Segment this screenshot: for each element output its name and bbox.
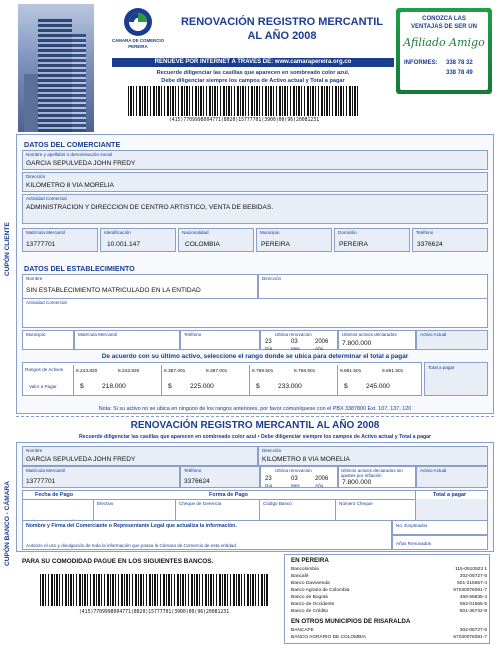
establishment-current-field[interactable] <box>416 330 488 350</box>
establishment-activity-label: Actividad Comercial <box>26 300 67 305</box>
establishment-mun-field[interactable] <box>22 330 74 350</box>
header-note1: Recuerde diligenciar las casillas que aparecen en sombreado color azul. <box>156 70 350 76</box>
bank-assets-value: 7.800.000 <box>342 479 372 486</box>
range-4-to: 9.691.501 <box>382 369 404 374</box>
promo-box <box>396 8 492 94</box>
merchant-activity-value: ADMINISTRACION Y DIRECCION DE CENTRO ARTISTICO, VENTA DE BEBIDAS. <box>26 204 274 211</box>
bank-row-name: Banco de Occidente <box>291 602 335 607</box>
bank-day-label: Día <box>265 483 273 488</box>
cut-line <box>16 416 494 417</box>
range-3-from: 8.768.501 <box>252 369 274 374</box>
establishment-tel-field[interactable] <box>180 330 260 350</box>
bank-row-name: Bancafé <box>291 574 309 579</box>
bank-renewal-year: 2006 <box>315 476 329 482</box>
bank-renewal-field <box>260 466 338 488</box>
merchant-mun-label: Municipio <box>260 230 280 235</box>
range-item-1[interactable] <box>73 365 157 395</box>
bank-row-account: 063-01565-5 <box>459 602 487 607</box>
establishment-renewal-day: 23 <box>265 339 272 345</box>
bank-row-account: 501-215657-4 <box>457 581 487 586</box>
establishment-day-label: Día <box>265 346 273 351</box>
ranges-label: Rangos de Activos <box>25 367 64 372</box>
bank-row-account: 57030076081-7 <box>453 588 487 593</box>
banks-list <box>284 554 490 644</box>
side-label-client: CUPÓN CLIENTE <box>4 222 11 276</box>
merchant-name-label: Nombre y apellidos o denominación social <box>26 152 113 157</box>
bank-row-name: Banco Agrario de Colombia <box>291 588 350 593</box>
merchant-address-value: KILOMETRO 8 VIA MORELIA <box>26 182 114 189</box>
bank-address-label: Dirección <box>262 448 282 453</box>
banks-heading: PARA SU COMODIDAD PAGUE EN LOS SIGUIENTES BANCOS. <box>22 558 214 565</box>
establishment-address-field[interactable] <box>258 274 488 300</box>
bank-tel-field[interactable] <box>180 466 260 488</box>
establishment-assets-label: Ultimos activos declarados <box>342 332 397 337</box>
bank-row-name: Banco Davivienda <box>291 581 330 586</box>
establishment-reg-label: Matrícula Mercantil <box>78 332 117 337</box>
bank-pay-method-label: Forma de Pago <box>209 492 248 498</box>
bank-row-5 <box>291 595 487 601</box>
merchant-reg-value: 13777701 <box>26 241 56 248</box>
range-1-currency: $ <box>80 383 84 390</box>
bank-check-no-label: Número Cheque <box>339 501 373 506</box>
range-item-2[interactable] <box>161 365 245 395</box>
range-2-from: 8.387.001 <box>164 369 186 374</box>
merchant-dom-value: PEREIRA <box>339 241 368 248</box>
range-3-to: 8.768.501 <box>294 369 316 374</box>
bank-month-label: Mes <box>291 483 300 488</box>
bank-current-label: Activo Actual <box>420 468 447 473</box>
bank-coupon-note: Recuerde diligenciar las casillas que aparecen en sombreado color azul • Debe diligenciar siempre los campos de Activo actual y Total a pagar <box>78 434 432 440</box>
chamber-name-line1: CÁMARA DE COMERCIO <box>111 38 165 43</box>
bank-tel-label: Teléfono <box>184 468 202 473</box>
barcode-top-text: (415)7709998004771(8020)15777701(3900)00(96)20081231 <box>168 118 320 123</box>
bank-current-field[interactable] <box>416 466 488 488</box>
range-1-to: 8.243.820 <box>118 369 140 374</box>
bank-total-label: Total a pagar <box>433 492 467 498</box>
header-note2: Debe diligenciar siempre los campos de Activo actual y Total a pagar <box>161 78 345 84</box>
merchant-reg-field[interactable] <box>22 228 98 252</box>
range-item-4[interactable] <box>337 365 421 395</box>
bank-row-account: 302-08727-5 <box>459 574 487 579</box>
bank-years-field[interactable] <box>392 535 488 550</box>
bank-row-account: 468-59835-4 <box>459 595 487 600</box>
bank-row-name: Banco de Bogotá <box>291 595 328 600</box>
bank-other-row-2 <box>291 635 487 641</box>
bank-coupon-title: RENOVACIÓN REGISTRO MERCANTIL AL AÑO 2008 <box>130 420 380 431</box>
merchant-tel-label: Teléfono <box>416 230 434 235</box>
merchant-section-title: DATOS DEL COMERCIANTE <box>24 140 121 149</box>
bank-name-label: Nombre <box>26 448 43 453</box>
bank-row-name: Banco de Crédito <box>291 609 329 614</box>
establishment-name-label: Nombre <box>26 276 43 281</box>
bank-address-value: KILOMETRO 8 VIA MORELIA <box>262 456 350 463</box>
bank-employees-field[interactable] <box>392 520 488 535</box>
establishment-assets-field <box>338 330 416 350</box>
ranges-total-field[interactable] <box>424 362 488 396</box>
establishment-name-value: SIN ESTABLECIMIENTO MATRICULADO EN LA ENTIDAD <box>26 287 201 294</box>
bank-row-name: BANCO AGRARIO DE COLOMBIA <box>291 635 366 640</box>
merchant-nat-field[interactable] <box>178 228 254 252</box>
establishment-assets-value: 7.800.000 <box>342 340 372 347</box>
bank-cash-label: Efectivo <box>97 501 114 506</box>
bank-code-label: Código Banco <box>263 501 292 506</box>
bank-row-account: 601-36742-8 <box>459 609 487 614</box>
range-3-value: 233.000 <box>278 383 302 390</box>
bank-years-label: Años Renovados <box>396 541 431 546</box>
merchant-dom-field[interactable] <box>334 228 410 252</box>
bank-row-account: 115-0510923 1 <box>455 567 487 572</box>
ranges-prompt: De acuerdo con su último activo, seleccione el rango donde se ubica para determinar el total a pagar <box>101 353 409 360</box>
merchant-mun-field[interactable] <box>256 228 332 252</box>
merchant-id-value: 10.001.147 <box>107 241 141 248</box>
bank-reg-label: Matrícula Mercantil <box>26 468 65 473</box>
promo-line2: VENTAJAS DE SER UN <box>411 24 477 30</box>
establishment-renewal-label: Ultima renovación <box>275 332 312 337</box>
barcode-top <box>128 86 358 116</box>
renew-banner-text: RENUEVE POR INTERNET A TRAVÉS DE: www.camarapereira.org.co <box>154 59 352 65</box>
barcode-bottom-text: (415)7709998004771(8020)15777701(3900)00(96)20081231 <box>78 610 230 615</box>
bank-row-account: 302-08727-5 <box>459 628 487 633</box>
promo-brand: Afiliado Amigo <box>403 36 485 49</box>
chamber-name-line2: PEREIRA <box>128 44 148 49</box>
merchant-nat-label: Nacionalidad <box>182 230 209 235</box>
merchant-address-label: Dirección <box>26 174 46 179</box>
establishment-renewal-year: 2006 <box>315 339 329 345</box>
merchant-nat-value: COLOMBIA <box>185 241 220 248</box>
bank-row-name: Bancolombia <box>291 567 319 572</box>
establishment-section-title: DATOS DEL ESTABLECIMIENTO <box>24 264 135 273</box>
establishment-activity-field[interactable] <box>22 298 488 328</box>
establishment-renewal-field <box>260 330 338 350</box>
bank-assets-field <box>338 466 416 488</box>
promo-phone1: 338 78 32 <box>446 60 473 66</box>
bank-row-2 <box>291 574 487 580</box>
establishment-mun-label: Municipio <box>26 332 46 337</box>
bank-name-value: GARCIA SEPULVEDA JOHN FREDY <box>26 456 136 463</box>
merchant-mun-value: PEREIRA <box>261 241 290 248</box>
merchant-name-value: GARCIA SEPULVEDA JOHN FREDY <box>26 160 136 167</box>
side-label-bank: CUPÓN BANCO - CÁMARA <box>4 481 11 566</box>
range-2-to: 8.387.001 <box>206 369 228 374</box>
bank-auth-label: Autorizo el uso y divulgación de toda la información que posea la Cámara de Comercio de esta entidad. <box>26 543 238 548</box>
establishment-tel-label: Teléfono <box>184 332 202 337</box>
range-2-currency: $ <box>168 383 172 390</box>
range-4-value: 245.000 <box>366 383 390 390</box>
establishment-reg-field[interactable] <box>74 330 180 350</box>
bank-row-1 <box>291 567 487 573</box>
range-3-currency: $ <box>256 383 260 390</box>
range-4-currency: $ <box>344 383 348 390</box>
page-title-line2: AL AÑO 2008 <box>247 30 317 42</box>
ranges-total-label: Total a pagar <box>428 365 455 370</box>
merchant-tel-field[interactable] <box>412 228 488 252</box>
merchant-reg-label: Matrícula Mercantil <box>26 230 65 235</box>
bank-pay-date-label: Fecha de Pago <box>35 492 74 498</box>
bank-mgmt-check-label: Cheque de Gerencia <box>179 501 222 506</box>
bank-row-name: BANCAFE <box>291 628 314 633</box>
banks-other-heading: EN OTROS MUNICIPIOS DE RISARALDA <box>291 618 411 625</box>
bank-row-7 <box>291 609 487 615</box>
establishment-address-label: Dirección <box>262 276 282 281</box>
ranges-pay-label: Valor a Pagar <box>29 384 57 389</box>
bank-row-6 <box>291 602 487 608</box>
bank-renewal-label: Ultima renovación <box>275 468 312 473</box>
establishment-current-label: Activo Actual <box>420 332 447 337</box>
bank-renewal-month: 03 <box>291 476 298 482</box>
merchant-tel-value: 3376624 <box>417 241 443 248</box>
range-4-from: 9.691.501 <box>340 369 362 374</box>
merchant-id-label: Identificación <box>104 230 131 235</box>
merchant-name-field[interactable] <box>22 150 488 170</box>
establishment-renewal-month: 03 <box>291 339 298 345</box>
bank-reg-field[interactable] <box>22 466 180 488</box>
bank-sign-field[interactable] <box>22 520 392 550</box>
bank-sign-label: Nombre y Firma del Comerciante o Representante Legal que actualiza la información. <box>26 523 237 529</box>
page-title-line1: RENOVACIÓN REGISTRO MERCANTIL <box>180 16 384 28</box>
bank-address-field[interactable] <box>258 446 488 466</box>
establishment-name-field[interactable] <box>22 274 258 300</box>
merchant-activity-label: Actividad Comercial <box>26 196 67 201</box>
range-1-value: 218.000 <box>102 383 126 390</box>
barcode-bottom <box>40 574 268 606</box>
promo-line1: CONOZCA LAS <box>422 16 466 22</box>
promo-phone2: 338 78 49 <box>446 70 473 76</box>
merchant-address-field[interactable] <box>22 172 488 192</box>
establishment-month-label: Mes <box>291 346 300 351</box>
bank-name-field[interactable] <box>22 446 258 466</box>
bank-tel-value: 3376624 <box>184 478 210 485</box>
range-2-value: 225.000 <box>190 383 214 390</box>
bank-renewal-day: 23 <box>265 476 272 482</box>
range-1-from: 8.243.820 <box>76 369 98 374</box>
bank-assets-label: Ultimos activos declarados sin ajustes por inflación <box>341 468 403 478</box>
merchant-id-field[interactable] <box>100 228 176 252</box>
bank-reg-value: 13777701 <box>26 478 56 485</box>
range-item-3[interactable] <box>249 365 333 395</box>
ranges-table <box>22 362 422 396</box>
promo-phones-label: INFORMES: <box>404 60 438 66</box>
banks-pereira-heading: EN PEREIRA <box>291 557 329 564</box>
building-photo <box>18 4 94 132</box>
establishment-year-label: Año <box>315 346 324 351</box>
bank-row-4 <box>291 588 487 594</box>
bank-year-label: Año <box>315 483 324 488</box>
merchant-dom-label: Domicilio <box>338 230 357 235</box>
ranges-footnote: Nota: Si su activo no se ubica en ninguno de los rangos anteriores, por favor comuníquese con el PBX 3387800 Ext. 107, 137, 120 <box>98 406 412 412</box>
merchant-activity-field[interactable] <box>22 194 488 224</box>
bank-row-account: 57030076081-7 <box>453 635 487 640</box>
bank-row-3 <box>291 581 487 587</box>
bank-other-row-1 <box>291 628 487 634</box>
bank-employees-label: No. Empleados <box>396 523 428 528</box>
